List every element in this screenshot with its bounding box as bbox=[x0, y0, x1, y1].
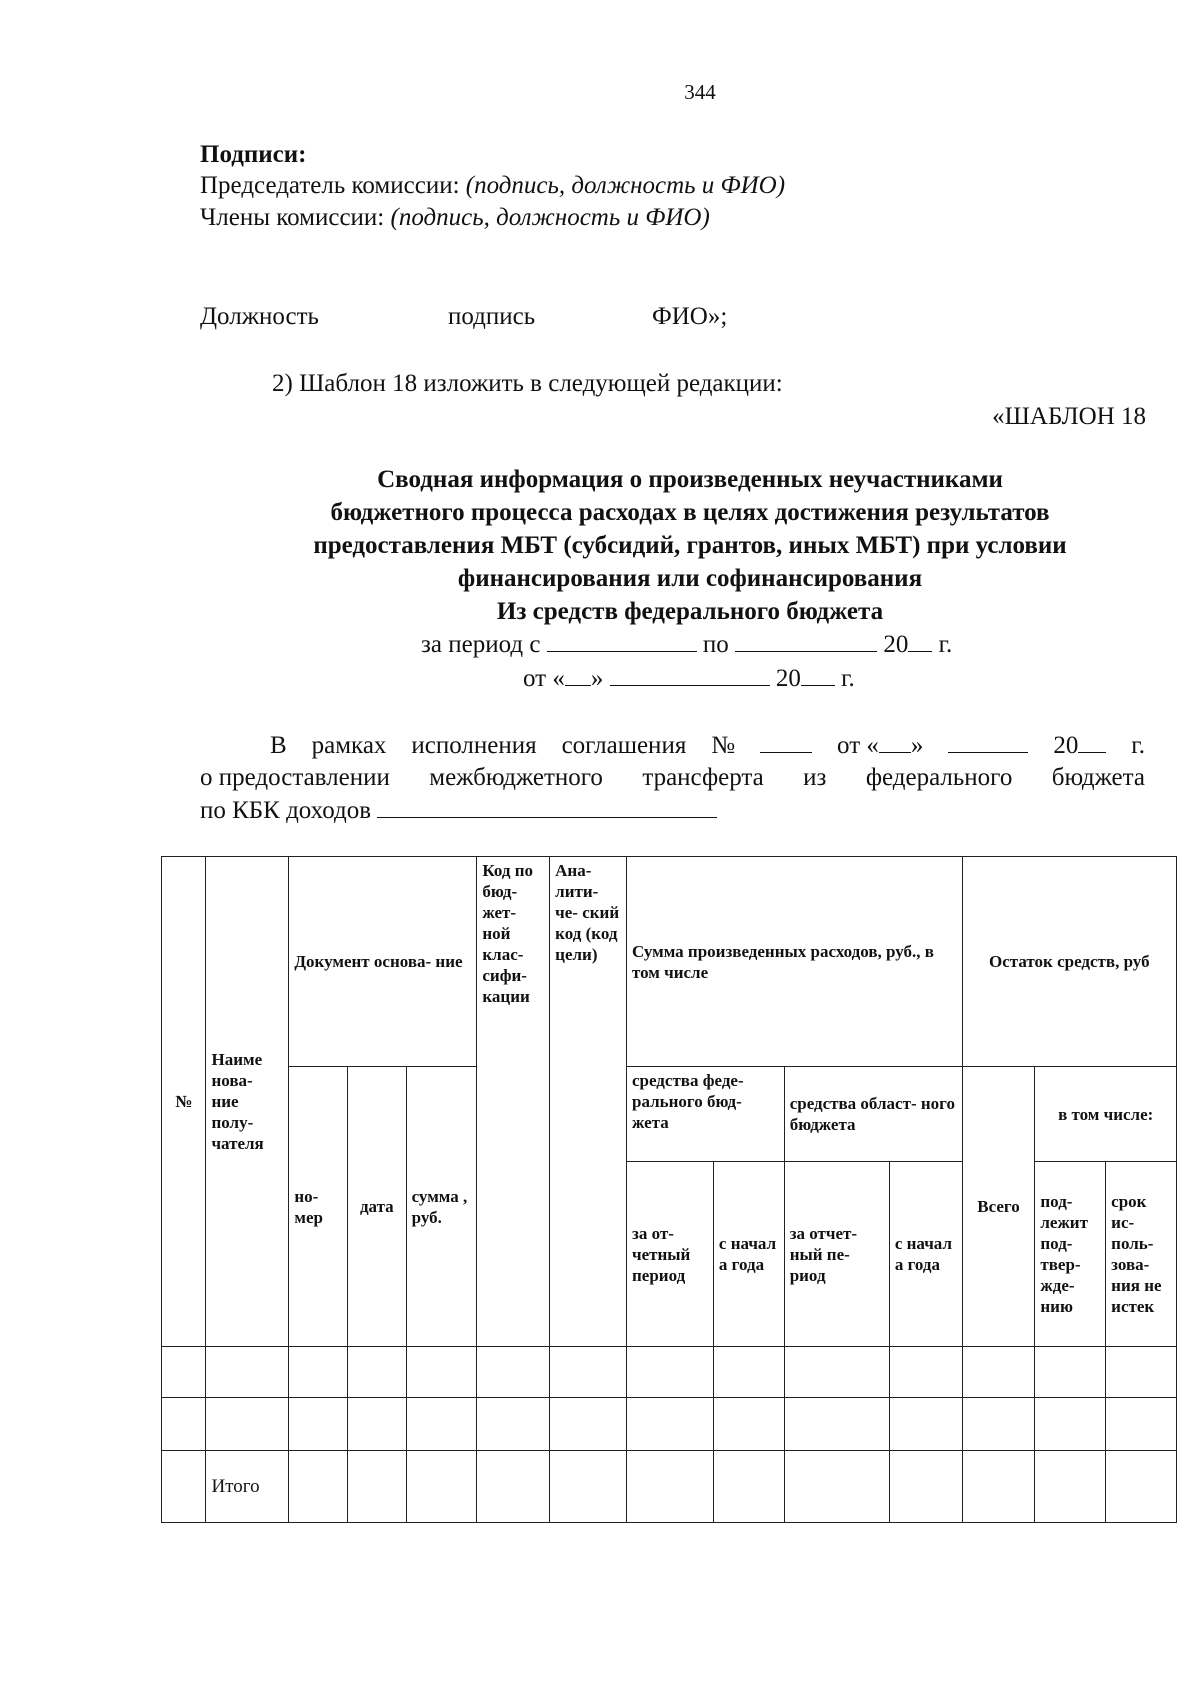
table-cell[interactable] bbox=[962, 1398, 1035, 1451]
expenses-table bbox=[161, 856, 1177, 1523]
reg-reporting-header: за отчет- ный пе- риод bbox=[784, 1162, 889, 1347]
table-cell[interactable] bbox=[550, 1347, 627, 1398]
table-cell[interactable] bbox=[784, 1347, 889, 1398]
table-cell[interactable] bbox=[162, 1451, 206, 1523]
agreement-line2-word-3: трансферта bbox=[642, 764, 764, 791]
template-label: «ШАБЛОН 18 bbox=[992, 403, 1146, 430]
col-balance-header: Остаток средств, руб bbox=[962, 857, 1176, 1067]
table-cell[interactable] bbox=[477, 1451, 550, 1523]
table-cell[interactable] bbox=[550, 1451, 627, 1523]
agreement-day-blank[interactable] bbox=[879, 730, 911, 753]
date-year-blank[interactable] bbox=[801, 663, 835, 686]
table-cell[interactable] bbox=[406, 1398, 477, 1451]
table-cell[interactable] bbox=[1106, 1347, 1177, 1398]
table-cell[interactable] bbox=[162, 1347, 206, 1398]
col-expenses-header: Сумма произведенных расходов, руб., в том числе bbox=[626, 857, 962, 1067]
date-day-blank[interactable] bbox=[565, 663, 591, 686]
date-quote-close: » bbox=[590, 665, 604, 692]
table-cell[interactable] bbox=[206, 1398, 289, 1451]
table-cell[interactable] bbox=[889, 1347, 962, 1398]
table-cell[interactable] bbox=[289, 1398, 348, 1451]
fed-reporting-header: за от- четный период bbox=[626, 1162, 713, 1347]
table-cell[interactable] bbox=[1106, 1398, 1177, 1451]
col-analytic-code-header: Ана- лити- че- ский код (код цели) bbox=[550, 857, 627, 1347]
table-cell[interactable] bbox=[1035, 1347, 1106, 1398]
sub-sum-header: сумма , руб. bbox=[406, 1067, 477, 1347]
fed-year-start-header: с начал а года bbox=[713, 1162, 784, 1347]
total-row-label: Итого bbox=[206, 1451, 289, 1523]
table-cell[interactable] bbox=[289, 1347, 348, 1398]
table-cell[interactable] bbox=[1035, 1451, 1106, 1523]
col-recipient-header: Наиме нова- ние полу- чателя bbox=[206, 857, 289, 1347]
table-cell[interactable] bbox=[626, 1347, 713, 1398]
date-year: 20 bbox=[775, 665, 801, 692]
sub-total-header: Всего bbox=[962, 1067, 1035, 1347]
bal-to-confirm-header: под- лежит под- твер- жде- нию bbox=[1035, 1162, 1106, 1347]
position-label: Должность bbox=[200, 303, 319, 330]
table-cell[interactable] bbox=[406, 1347, 477, 1398]
table-cell[interactable] bbox=[347, 1451, 406, 1523]
table-cell[interactable] bbox=[406, 1451, 477, 1523]
chairman-hint: (подпись, должность и ФИО) bbox=[465, 172, 786, 199]
title-line-5: Из средств федерального бюджета bbox=[496, 598, 884, 625]
agreement-year: 20 bbox=[1053, 732, 1079, 759]
members-hint: (подпись, должность и ФИО) bbox=[390, 204, 710, 231]
agreement-word-2: рамках bbox=[311, 732, 387, 759]
agreement-word-3: исполнения bbox=[411, 732, 537, 759]
col-number-header: № bbox=[162, 857, 206, 1347]
table-cell[interactable] bbox=[713, 1398, 784, 1451]
table-cell[interactable] bbox=[962, 1347, 1035, 1398]
agreement-month-blank[interactable] bbox=[948, 730, 1028, 753]
members-label: Члены комиссии: bbox=[200, 204, 385, 231]
reg-year-start-header: с начал а года bbox=[889, 1162, 962, 1347]
date-month-blank[interactable] bbox=[610, 663, 770, 686]
agreement-line-2 bbox=[200, 762, 1145, 794]
table-cell[interactable] bbox=[626, 1451, 713, 1523]
period-year-suffix: г. bbox=[938, 631, 953, 658]
agreement-word-1: В bbox=[270, 732, 287, 759]
period-to-blank[interactable] bbox=[735, 629, 877, 652]
col-budget-code-header: Код по бюд- жет- ной клас- сифи- кации bbox=[477, 857, 550, 1347]
sub-federal-funds-header: средства феде- рального бюд- жета bbox=[626, 1067, 784, 1162]
date-line bbox=[523, 663, 855, 695]
table-cell[interactable] bbox=[713, 1451, 784, 1523]
period-from-label: за период с bbox=[421, 631, 541, 658]
table-cell[interactable] bbox=[962, 1451, 1035, 1523]
table-cell[interactable] bbox=[289, 1451, 348, 1523]
signatures-heading: Подписи: bbox=[200, 141, 307, 168]
chairman-label: Председатель комиссии: bbox=[200, 172, 460, 199]
kbk-label: по КБК доходов bbox=[200, 797, 372, 824]
sub-number-header: но- мер bbox=[289, 1067, 348, 1347]
page-number: 344 bbox=[684, 80, 716, 104]
period-to-label: по bbox=[702, 631, 729, 658]
table-cell[interactable] bbox=[162, 1398, 206, 1451]
period-from-blank[interactable] bbox=[547, 629, 697, 652]
table-row bbox=[162, 1398, 1177, 1451]
table-cell[interactable] bbox=[347, 1398, 406, 1451]
table-cell[interactable] bbox=[1106, 1451, 1177, 1523]
agreement-line2-word-5: федерального bbox=[865, 764, 1013, 791]
table-cell[interactable] bbox=[206, 1347, 289, 1398]
title-line-4: финансирования или софинансирования bbox=[457, 565, 923, 592]
table-cell[interactable] bbox=[713, 1347, 784, 1398]
agreement-word-5: № bbox=[711, 732, 736, 759]
members-line bbox=[200, 202, 710, 234]
table-cell[interactable] bbox=[784, 1451, 889, 1523]
name-label: ФИО»; bbox=[652, 303, 728, 330]
sub-including-header: в том числе: bbox=[1035, 1067, 1177, 1162]
sub-date-header: дата bbox=[347, 1067, 406, 1347]
table-cell[interactable] bbox=[347, 1347, 406, 1398]
date-suffix: г. bbox=[841, 665, 855, 692]
agreement-line2-word-4: из bbox=[803, 764, 827, 791]
agreement-from-label: от « bbox=[837, 732, 879, 759]
total-row bbox=[162, 1451, 1177, 1523]
table-row bbox=[162, 1347, 1177, 1398]
agreement-line-3 bbox=[200, 795, 717, 827]
agreement-line-1 bbox=[200, 730, 1145, 762]
period-line bbox=[421, 629, 952, 661]
period-year-label: 20 bbox=[883, 631, 909, 658]
period-year-blank[interactable] bbox=[908, 629, 932, 652]
table-cell[interactable] bbox=[889, 1451, 962, 1523]
agreement-year-suffix: г. bbox=[1131, 732, 1145, 759]
title-line-1: Сводная информация о произведенных неучастниками bbox=[377, 466, 1003, 493]
instruction-text: 2) Шаблон 18 изложить в следующей редакции: bbox=[272, 370, 783, 397]
agreement-word-4: соглашения bbox=[561, 732, 687, 759]
agreement-line2-word-2: межбюджетного bbox=[429, 764, 603, 791]
chairman-line bbox=[200, 170, 785, 202]
date-prefix: от « bbox=[523, 665, 565, 692]
table-cell[interactable] bbox=[784, 1398, 889, 1451]
signature-label: подпись bbox=[448, 303, 536, 330]
table-cell[interactable] bbox=[889, 1398, 962, 1451]
sub-regional-funds-header: средства област- ного бюджета bbox=[784, 1067, 962, 1162]
table-cell[interactable] bbox=[626, 1398, 713, 1451]
agreement-year-blank[interactable] bbox=[1078, 730, 1106, 753]
bal-not-expired-header: срок ис- поль- зова- ния не истек bbox=[1106, 1162, 1177, 1347]
kbk-blank[interactable] bbox=[377, 795, 717, 818]
table-cell[interactable] bbox=[550, 1398, 627, 1451]
title-line-2: бюджетного процесса расходах в целях достижения результатов bbox=[330, 499, 1050, 526]
document-title bbox=[230, 463, 1150, 628]
agreement-line2-word-6: бюджета bbox=[1051, 764, 1145, 791]
table-cell[interactable] bbox=[477, 1398, 550, 1451]
agreement-number-blank[interactable] bbox=[760, 730, 812, 753]
table-cell[interactable] bbox=[1035, 1398, 1106, 1451]
title-line-3: предоставления МБТ (субсидий, грантов, иных МБТ) при условии bbox=[313, 532, 1067, 559]
col-document-header: Документ основа- ние bbox=[289, 857, 477, 1067]
agreement-line2-word-1: о предоставлении bbox=[200, 764, 390, 791]
agreement-quote-close: » bbox=[910, 732, 924, 759]
table-cell[interactable] bbox=[477, 1347, 550, 1398]
